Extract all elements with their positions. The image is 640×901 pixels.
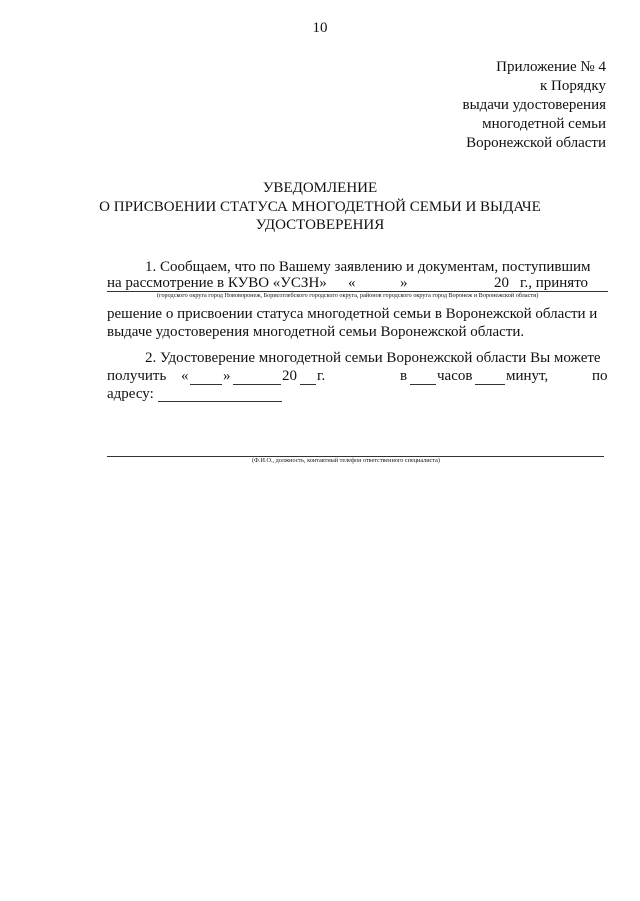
year-fill-line [300, 384, 316, 385]
hours-fill-line [410, 384, 436, 385]
appendix-line: Воронежской области [466, 135, 606, 151]
hours-label: часов [437, 368, 473, 384]
appendix-line: к Порядку [540, 78, 606, 94]
v-label: в [400, 368, 408, 384]
po-label: по [592, 368, 608, 384]
appendix-line: многодетной семьи [482, 116, 606, 132]
address-label: адресу: [107, 386, 154, 402]
address-fill-line [158, 401, 282, 402]
para1-line1: 1. Сообщаем, что по Вашему заявлению и документам, поступившим [145, 259, 591, 275]
word-get: получить [107, 368, 167, 384]
quote-close: » [400, 275, 408, 291]
appendix-header [462, 58, 606, 153]
department-hint: (городского округа город Нововоронеж, Борисоглебского городского округа, районов городского округа город Воронеж и Воронежской области) [157, 292, 539, 299]
g-label: г. [317, 368, 326, 384]
day-fill-line [190, 384, 222, 385]
title-line: УВЕДОМЛЕНИЕ [262, 180, 378, 196]
year-prefix: 20 [494, 275, 509, 291]
quote-close-2: » [223, 368, 231, 384]
para1-line2-prefix: на рассмотрение в КУВО «УСЗН» [107, 275, 327, 291]
document-title [0, 179, 640, 235]
para1-line3: решение о присвоении статуса многодетной семьи в Воронежской области и [107, 306, 598, 322]
appendix-line: выдачи удостоверения [462, 97, 606, 113]
title-line: УДОСТОВЕРЕНИЯ [255, 217, 385, 233]
year-label: 20 [282, 368, 297, 384]
para2-line1: 2. Удостоверение многодетной семьи Воронежской области Вы можете [145, 350, 601, 366]
quote-open: « [348, 275, 356, 291]
appendix-line: Приложение № 4 [496, 59, 606, 75]
month-fill-line [233, 384, 281, 385]
para1-line2-suffix: г., принято [520, 275, 589, 291]
quote-open-2: « [181, 368, 189, 384]
title-line: О ПРИСВОЕНИИ СТАТУСА МНОГОДЕТНОЙ СЕМЬИ И ВЫДАЧЕ [99, 198, 541, 215]
minutes-fill-line [475, 384, 505, 385]
page-number: 10 [312, 20, 328, 36]
signature-hint: (Ф.И.О., должность, контактный телефон ответственного специалиста) [252, 457, 440, 464]
minutes-label: минут, [506, 368, 549, 384]
para1-line4: выдаче удостоверения многодетной семьи Воронежской области. [107, 324, 525, 340]
